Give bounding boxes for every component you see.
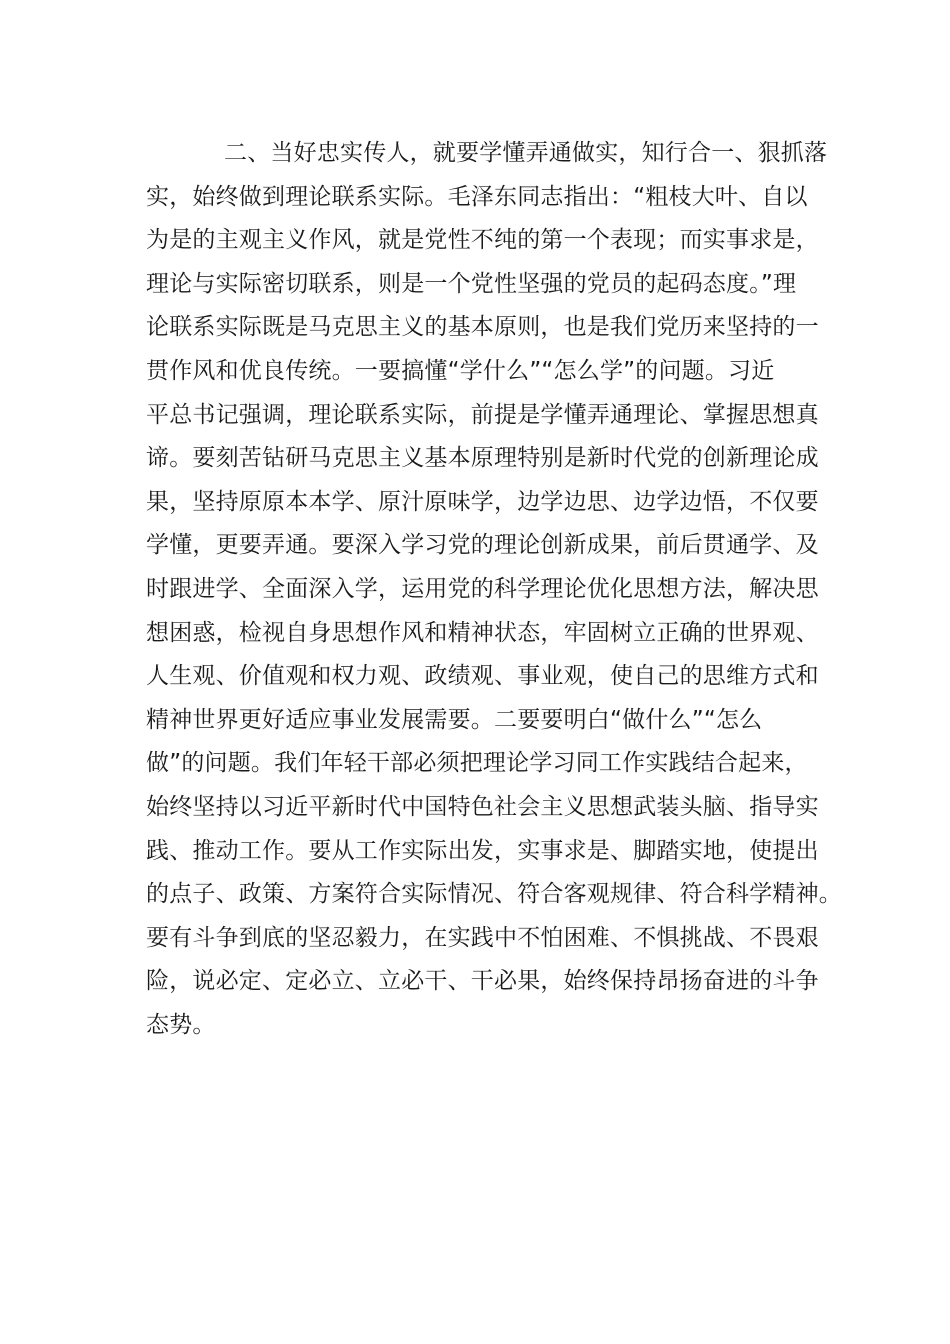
paragraph-line: 态势。 [146, 1011, 216, 1038]
paragraph-line: 理论与实际密切联系，则是一个党性坚强的党员的起码态度。”理 [146, 270, 797, 297]
paragraph-line: 要有斗争到底的坚忍毅力，在实践中不怕困难、不惧挑战、不畏艰 [146, 924, 819, 951]
paragraph-line: 为是的主观主义作风，就是党性不纯的第一个表现；而实事求是， [146, 227, 819, 254]
paragraph-line: 二、当好忠实传人，就要学懂弄通做实，知行合一、狠抓落 [224, 140, 828, 166]
paragraph-line: 果，坚持原原本本学、原汁原味学，边学边思、边学边悟，不仅要 [146, 488, 819, 515]
paragraph-line: 学懂，更要弄通。要深入学习党的理论创新成果，前后贯通学、及 [146, 532, 819, 559]
paragraph-line: 贯作风和优良传统。一要搞懂“学什么”“怎么学”的问题。习近 [146, 357, 775, 384]
paragraph-line: 险，说必定、定必立、立必干、干必果，始终保持昂扬奋进的斗争 [146, 968, 819, 995]
paragraph-line: 谛。要刻苦钻研马克思主义基本原理特别是新时代党的创新理论成 [146, 445, 819, 472]
paragraph-line: 精神世界更好适应事业发展需要。二要要明白“做什么”“怎么 [146, 706, 763, 733]
paragraph-line: 始终坚持以习近平新时代中国特色社会主义思想武装头脑、指导实 [146, 793, 819, 820]
paragraph-line: 平总书记强调，理论联系实际，前提是学懂弄通理论、掌握思想真 [146, 401, 819, 428]
paragraph-line: 的点子、政策、方案符合实际情况、符合客观规律、符合科学精神。 [146, 881, 842, 908]
paragraph-line: 想困惑，检视自身思想作风和精神状态，牢固树立正确的世界观、 [146, 619, 819, 646]
body-paragraph [146, 132, 842, 1047]
paragraph-line: 做”的问题。我们年轻干部必须把理论学习同工作实践结合起来， [146, 750, 808, 777]
paragraph-line: 实，始终做到理论联系实际。毛泽东同志指出：“粗枝大叶、自以 [146, 183, 808, 210]
paragraph-line: 论联系实际既是马克思主义的基本原则，也是我们党历来坚持的一 [146, 314, 819, 341]
paragraph-line: 践、推动工作。要从工作实际出发，实事求是、脚踏实地，使提出 [146, 837, 819, 864]
paragraph-line: 人生观、价值观和权力观、政绩观、事业观，使自己的思维方式和 [146, 663, 819, 690]
paragraph-line: 时跟进学、全面深入学，运用党的科学理论优化思想方法，解决思 [146, 575, 819, 602]
